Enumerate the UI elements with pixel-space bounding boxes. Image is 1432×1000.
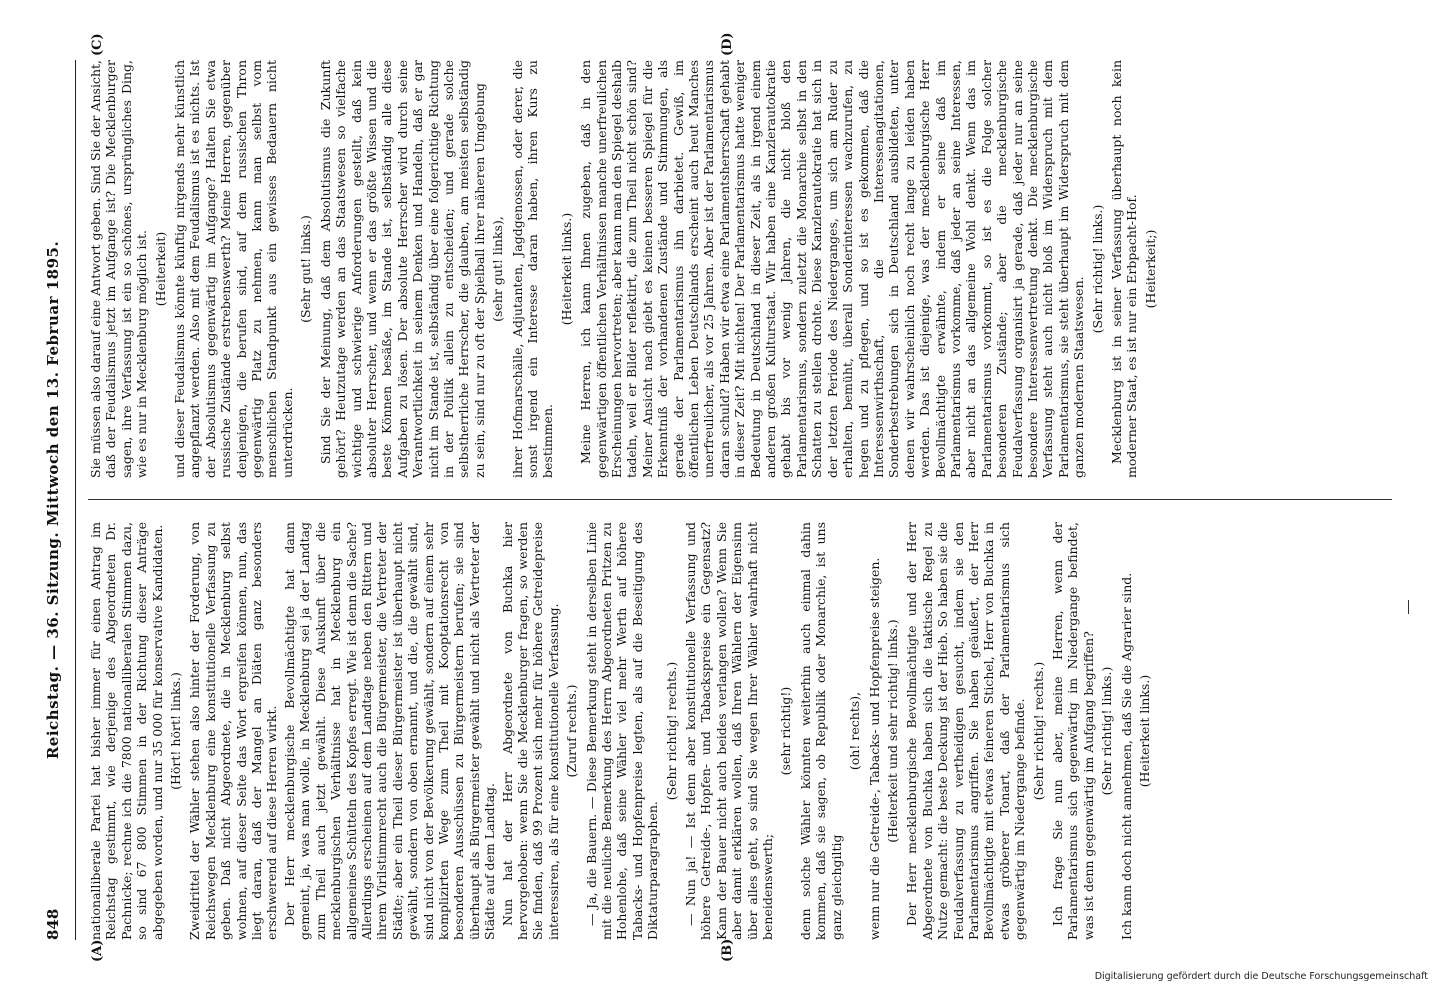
digitization-credit: Digitalisierung gefördert durch die Deutsche Forschungsgemeinschaft xyxy=(1094,971,1428,982)
running-title: Reichstag. — 36. Sitzung. Mittwoch den 13. Februar 1895. xyxy=(44,240,62,760)
margin-marker-a: (A) xyxy=(90,939,105,962)
edge-mark xyxy=(1408,600,1409,614)
paragraph: Nun hat der Herr Abgeordnete von Buchka hier hervorgehoben: wenn Sie die Mecklenburger fragen, so werden Sie finden, daß 99 Prozent sich mehr für höhere Getreidepreise interessiren, als für eine konstitutionelle Verfassung. xyxy=(499,522,561,940)
interjection: (Hört! hört! links.) xyxy=(168,672,184,790)
page-number: 848 xyxy=(44,908,62,940)
paragraph: wenn nur die Getreide-, Tabacks- und Hopfenpreise steigen. xyxy=(866,557,882,940)
paragraph: Ich kann doch nicht annehmen, daß Sie die Agrarier sind. xyxy=(1118,572,1134,940)
margin-marker-b: (B) xyxy=(720,938,735,962)
paragraph: und dieser Feudalismus könnte künftig nirgends mehr künstlich angepflanzt werden. Also mit dem Feudalismus ist es nichts. Ist der Absolutismus gegenwärtig im Aufgange? Halten Sie etwa russische Zustände erstrebenswerth? Meine Herren, gegenüber denjenigen, die berufen sind, auf dem russischen Thron gegenwärtig Platz zu nehmen, kann man selbst vom menschlichen Standpunkt aus ein gewisses Bedauern nicht unterdrücken. xyxy=(172,60,295,478)
interjection: (sehr richtig!) xyxy=(778,686,794,776)
paragraph: Mecklenburg ist in seiner Verfassung überhaupt noch kein moderner Staat, es ist nur ein Erbpacht-Hof. xyxy=(1109,60,1140,478)
interjection: (Sehr richtig! links.) xyxy=(1089,204,1105,334)
interjection: (Heiterkeit links.) xyxy=(1137,674,1152,788)
interjection: (Sehr gut! links.) xyxy=(298,215,314,323)
margin-marker-d: (D) xyxy=(720,32,735,56)
paragraph: ihrer Hofmarschälle, Adjutanten, Jagdgenossen, oder derer, die sonst irgend ein Interesse daran haben, ihren Kurs zu bestimmen. xyxy=(509,60,556,478)
interjection: (Sehr richtig! links.) xyxy=(1099,666,1115,796)
interjection: (sehr gut! links), xyxy=(490,216,506,322)
right-column xyxy=(88,60,1392,478)
interjection: (Zuruf rechts.) xyxy=(564,684,580,778)
left-column xyxy=(88,522,1392,940)
header-rule xyxy=(75,60,76,940)
interjection: (Heiterkeit links.) xyxy=(558,212,574,326)
paragraph: Ich frage Sie nun aber, meine Herren, wenn der Parlamentarismus sich gegenwärtig im Niedergange befindet, was ist denn gegenwärtig im Aufgang begriffen? xyxy=(1049,522,1096,940)
interjection: (Sehr richtig! rechts.) xyxy=(1030,661,1046,801)
paragraph: denn solche Wähler könnten weiterhin auch einmal dahin kommen, daß sie sagen, ob Republik oder Monarchie, ist uns ganz gleichgiltig xyxy=(797,522,844,940)
margin-marker-c: (C) xyxy=(90,33,105,56)
paragraph: — Nun ja! — Ist denn aber konstitutionelle Verfassung und höhere Getreide-, Hopfen- und Tabackspreise ein Gegensatz? Kann der Bauer nicht auch beides verlangen wollen? Wenn Sie aber damit erklären wollen, daß Ihren Wählern der Eigensinn über alles geht, so sind Sie wegen Ihrer Wähler wahrhaft nicht beneidenswerth; xyxy=(683,522,776,940)
interjection: (Heiterkeit;) xyxy=(1142,229,1158,309)
interjection: (Heiterkeit und sehr richtig! links.) xyxy=(884,619,900,843)
paragraph: Sind Sie der Meinung, daß dem Absolutismus die Zukunft gehört? Heutzutage werden an das Staatswesen so vielfache wichtige und schwierige Anforderungen gestellt, daß kein absoluter Herrscher, und wenn er das größte Wissen und die beste Können besäße, im Stande ist, selbständig alle diese Aufgaben zu lösen. Der absolute Herrscher wird durch seine Verantwortlichkeit in seinem Denken und Handeln, daß er gar nicht im Stande ist, selbständig über eine folgerichtige Richtung in der Politik allein zu entscheiden; und gerade solche selbstherrliche Herrscher, die glauben, am meisten selbständig zu sein, sind nur zu oft der Spielball ihrer näheren Umgebung xyxy=(317,60,487,478)
paragraph: Zweidrittel der Wähler stehen also hinter der Forderung, von Reichswegen Mecklenburg eine konstitutionelle Verfassung zu geben. Daß nicht Abgeordnete, die in Mecklenburg selbst wohnen, auf dieser Seite das Wort ergreifen können, nun, das liegt daran, daß der Mangel an Diäten ganz besonders erschwerend auf diese Herren wirkt. xyxy=(187,522,280,940)
paragraph: Meine Herren, ich kann Ihnen zugeben, daß in den gegenwärtigen öffentlichen Verhältnissen manche unerfreulichen Erscheinungen hervortreten; aber kann man den Spiegel deshalb tadeln, weil er Bilder reflektirt, die zum Theil nicht schön sind? Meiner Ansicht nach giebt es keinen besseren Spiegel für die Erkenntniß der vorhandenen Zustände und Stimmungen, als gerade der Parlamentarismus ihn darbietet. Gewiß, im öffentlichen Leben Deutschlands erscheint auch heut Manches unerfreulicher, als vor 25 Jahren. Aber ist der Parlamentarismus daran schuld? Haben wir etwa eine Parlamentsherrschaft gehabt in dieser Zeit? Mit nichten! Der Parlamentarismus hatte weniger Bedeutung in Deutschland in dieser Zeit, als in irgend einem anderen großen Kulturstaat. Wir haben eine Kanzlerautokratie gehabt bis vor wenig Jahren, die nicht bloß den Parlamentarismus, sondern zuletzt die Monarchie selbst in den Schatten zu stellen drohte. Diese Kanzlerautokratie hat sich in der letzten Periode des Niederganges, um sich am Ruder zu erhalten, bemüht, überall Sonderinteressen wachzurufen, zu hegen und zu pflegen, und so ist es gekommen, daß die Interessenwirthschaft, die Interessenagitationen, Sonderbestrebungen sich in Deutschland ausbildeten, unter denen wir wahrscheinlich noch recht lange zu leiden haben werden. Das ist diejenige, was der mecklenburgische Herr Bevollmächtigte erwähnte, indem er seine daß im Parlamentarismus vorkomme, daß jeder an seine Interessen, aber nicht an das allgemeine Wohl denkt. Wenn das im Parlamentarismus vorkommt, so ist es die Folge solcher besonderen Zustände; aber die mecklenburgische Feudalverfassung organisirt ja gerade, daß jeder nur an seine besondere Interessenvertretung denkt. Die mecklenburgische Verfassung steht auch nicht bloß im Widerspruch mit dem Parlamentarismus, sie steht überhaupt im Widerspruch mit dem ganzen modernen Staatswesen. xyxy=(578,60,1087,478)
paragraph: Sie müssen also darauf eine Antwort geben. Sind Sie der Ansicht, daß der Feudalismus jetzt im Aufgange ist? Die Mecklenburger sagen, ihre Verfassung ist ein so schönes, ursprüngliches Ding, wie es nur in Mecklenburg möglich ist. xyxy=(88,60,150,478)
paragraph: Der Herr mecklenburgische Bevollmächtigte hat dann gemeint, ja, was man wolle, in Mecklenburg sei ja der Landtag zum Theil auch jetzt gewählt. Diese Auskunft über die mecklenburgischen Verhältnisse hat in Mecklenburg ein allgemeines Schütteln des Kopfes erregt. Wie ist denn die Sache? Allerdings erscheinen auf dem Landtage neben den Rittern und ihrem Virilstimmrecht auch die Bürgermeister, die Vertreter der Städte; aber ein Theil dieser Bürgermeister ist überhaupt nicht gewählt, sondern von oben ernannt, und die, die gewählt sind, sind nicht von der Bevölkerung gewählt, sondern auf einem sehr komplizirten Wege zum Theil mit Kooptationsrecht von besonderen Ausschüssen zu Bürgermeistern berufen; sie sind überhaupt als Bürgermeister gewählt und nicht als Vertreter der Städte auf dem Landtag. xyxy=(281,522,498,940)
page-header xyxy=(40,60,70,940)
column-separator xyxy=(88,499,1392,500)
paragraph: — Ja, die Bauern. — Diese Bemerkung steht in derselben Linie mit die neuliche Bemerkung des Herrn Abgeordneten Pritzen zu Hohenlohe, daß seine Wähler viel mehr Werth auf höhere Tabacks- und Hopfenpreise legten, als auf die Beseitigung des Diktaturparagraphen. xyxy=(583,522,661,940)
interjection: (Sehr richtig! rechts.) xyxy=(663,661,679,801)
paragraph: Der Herr mecklenburgische Bevollmächtigte und der Herr Abgeordnete von Buchka haben sich die taktische Regel zu Nutze gemacht: die beste Deckung ist der Hieb. So haben sie die Feudalverfassung zu vertheidigen gesucht, indem sie den Parlamentarismus angriffen. Sie haben geäußert, der Herr Bevollmächtigte mit etwas feineren Stichel, Herr von Buchka in etwas gröberer Tonart, daß der Parlamentarismus sich gegenwärtig im Niedergange befinde. xyxy=(904,522,1028,940)
paragraph: nationalliberale Partei hat bisher immer für einen Antrag im Reichstag gestimmt, wie derjenige des Abgeordneten Dr. Pachnicke; rechne ich die 7800 nationalliberalen Stimmen dazu, so sind 67 800 Stimmen in der Richtung dieser Anträge abgegeben worden, und nur 35 000 für konservative Kandidaten. xyxy=(88,522,165,940)
interjection: (oh! rechts), xyxy=(847,691,863,771)
interjection: (Heiterkeit) xyxy=(152,231,168,307)
